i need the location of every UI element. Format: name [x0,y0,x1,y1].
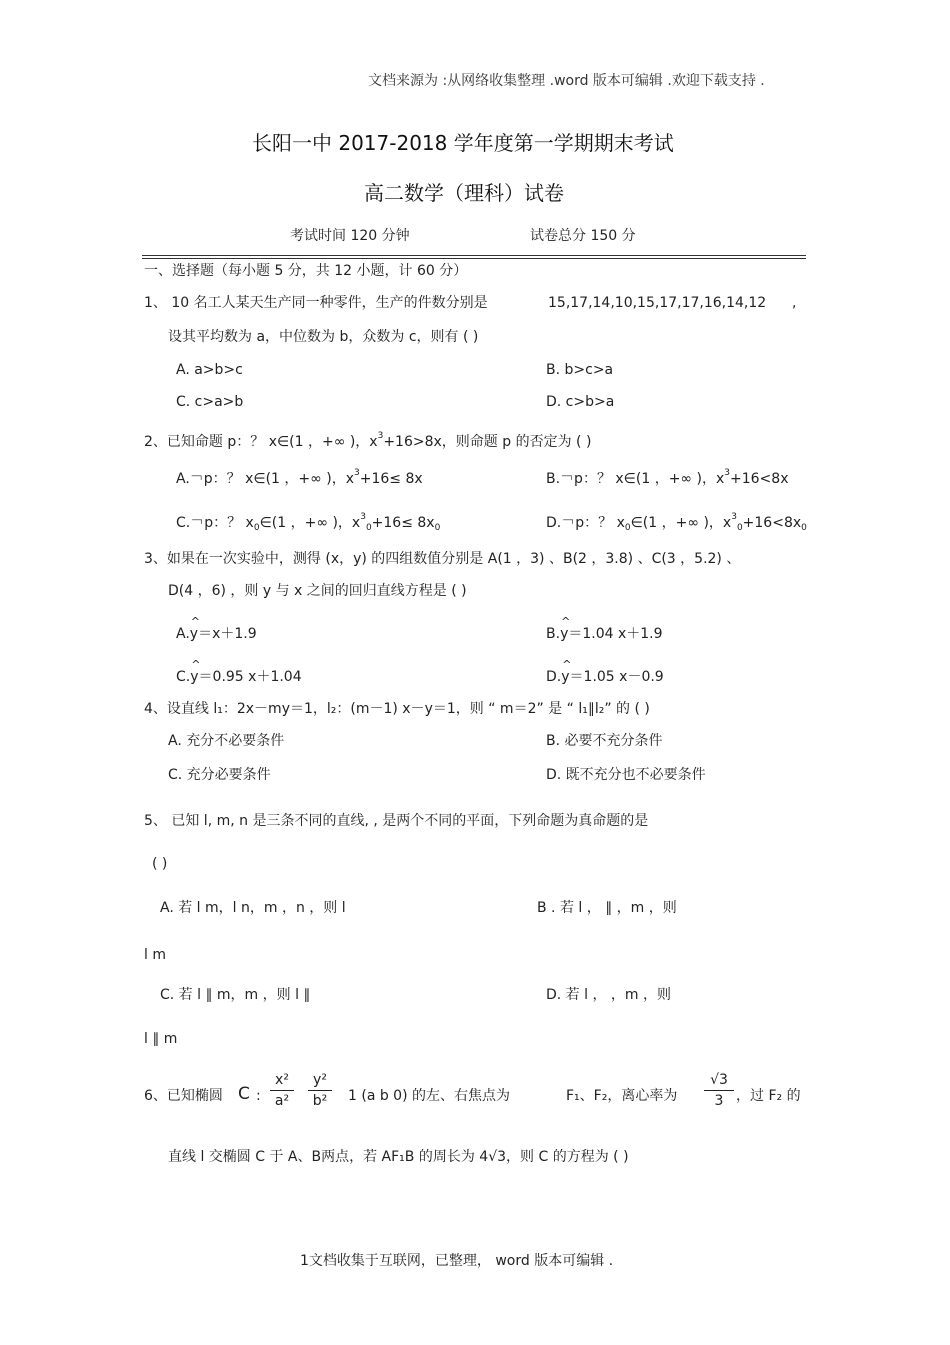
q6-condition: 1 (a b 0) 的左、右焦点为 [348,1088,511,1104]
q6-stem-tail: ，过 F₂ 的 [736,1088,801,1104]
q6-stem-line2: 直线 l 交椭圆 C 于 A、B两点，若 AF₁B 的周长为 4√3，则 C 的方程为 ( ) [168,1149,629,1165]
q6-fraction-y: y² b² [308,1072,332,1109]
q5-option-a: A. 若 l m，l n，m ，n ，则 l [160,900,346,916]
q6-ellipse-name: C [238,1084,250,1104]
q3-option-c: C.^ y＝0.95 x＋1.04 [176,668,302,686]
q5-option-d-cont: l ∥ m [144,1031,178,1047]
q4-option-d: D. 既不充分也不必要条件 [546,767,706,783]
q5-option-d: D. 若 l ， ，m ，则 [546,987,672,1003]
q1-option-c: C. c>a>b [176,394,244,410]
q4-stem: 4、设直线 l₁：2x－my＝1，l₂：(m－1) x－y＝1，则 “ m＝2” 是 “ l₁∥l₂” 的 ( ) [144,701,650,717]
q5-paren: ( ) [152,856,168,872]
exam-total: 试卷总分 150 分 [530,228,636,244]
page-header: 文档来源为 :从网络收集整理 .word 版本可编辑 .欢迎下载支持 . [368,73,765,89]
q6-stem-start: 6、已知椭圆 [144,1088,223,1104]
q3-option-d: D.^ y＝1.05 x－0.9 [546,668,664,686]
q5-stem: 5、 已知 l, m, n 是三条不同的直线, , 是两个不同的平面，下列命题为真命题的是 [144,813,649,829]
q1-stem: 1、 10 名工人某天生产同一种零件，生产的件数分别是 [144,295,488,311]
top-rule-1 [142,255,806,256]
q4-option-c: C. 充分必要条件 [168,767,271,783]
q6-eccentricity: √3 3 [704,1072,734,1109]
q6-colon: : [256,1088,261,1104]
q1-option-d: D. c>b>a [546,394,615,410]
q5-option-c: C. 若 l ∥ m，m ，则 l ∥ [160,987,311,1003]
page-footer: 1文档收集于互联网，已整理， word 版本可编辑 . [300,1253,614,1269]
q3-option-b: B.^ y＝1.04 x＋1.9 [546,625,663,643]
q3-option-a: A.^ y＝x＋1.9 [176,625,257,643]
q6-foci: F₁、F₂，离心率为 [566,1088,678,1104]
q1-comma: , [792,295,797,311]
q1-option-b: B. b>c>a [546,362,614,378]
q5-option-a-cont: l m [144,947,166,963]
q2-stem: 2、已知命题 p：？ x∈(1 ，+∞ )，$x^3+16>8x$，则命题 p 的否定为 ( ) [144,431,592,450]
exam-title: 长阳一中 2017-2018 学年度第一学期期末考试 [252,131,674,155]
q2-option-a: A.￢p：？ x∈(1 ，+∞ )，$x^3+16\le 8x$ [176,468,423,487]
section-heading: 一、选择题（每小题 5 分，共 12 小题，计 60 分） [144,263,468,279]
top-rule-2 [142,258,806,259]
q4-option-b: B. 必要不充分条件 [546,733,663,749]
exam-subtitle: 高二数学（理科）试卷 [364,181,564,205]
q3-stem-line2: D(4 ，6) ，则 y 与 x 之间的回归直线方程是 ( ) [168,583,467,599]
q4-option-a: A. 充分不必要条件 [168,733,285,749]
q3-stem: 3、如果在一次实验中，测得 (x，y) 的四组数值分别是 A(1 ，3) 、B(2 ，3.8) 、C(3 ，5.2) 、 [144,551,741,567]
q2-option-c: C.￢p：？ $x_0\in(1$ ，+∞ )，$x^3_0+16\le 8x_0$ [176,512,441,533]
q2-option-d: D.￢p：？ $x_0\in(1$ ，+∞ )，$x^3_0+16<8x_0$ [546,512,807,533]
q1-data: 15,17,14,10,15,17,17,16,14,12 [548,295,767,311]
q1-stem-line2: 设其平均数为 a，中位数为 b，众数为 c，则有 ( ) [168,329,479,345]
q2-option-b: B.￢p：？ x∈(1 ，+∞ )，$x^3+16<8x$ [546,468,789,487]
q1-option-a: A. a>b>c [176,362,243,378]
exam-time: 考试时间 120 分钟 [290,228,410,244]
q5-option-b: B . 若 l ， ∥ ，m ，则 [537,900,677,916]
q6-fraction-x: x² a² [270,1072,294,1109]
